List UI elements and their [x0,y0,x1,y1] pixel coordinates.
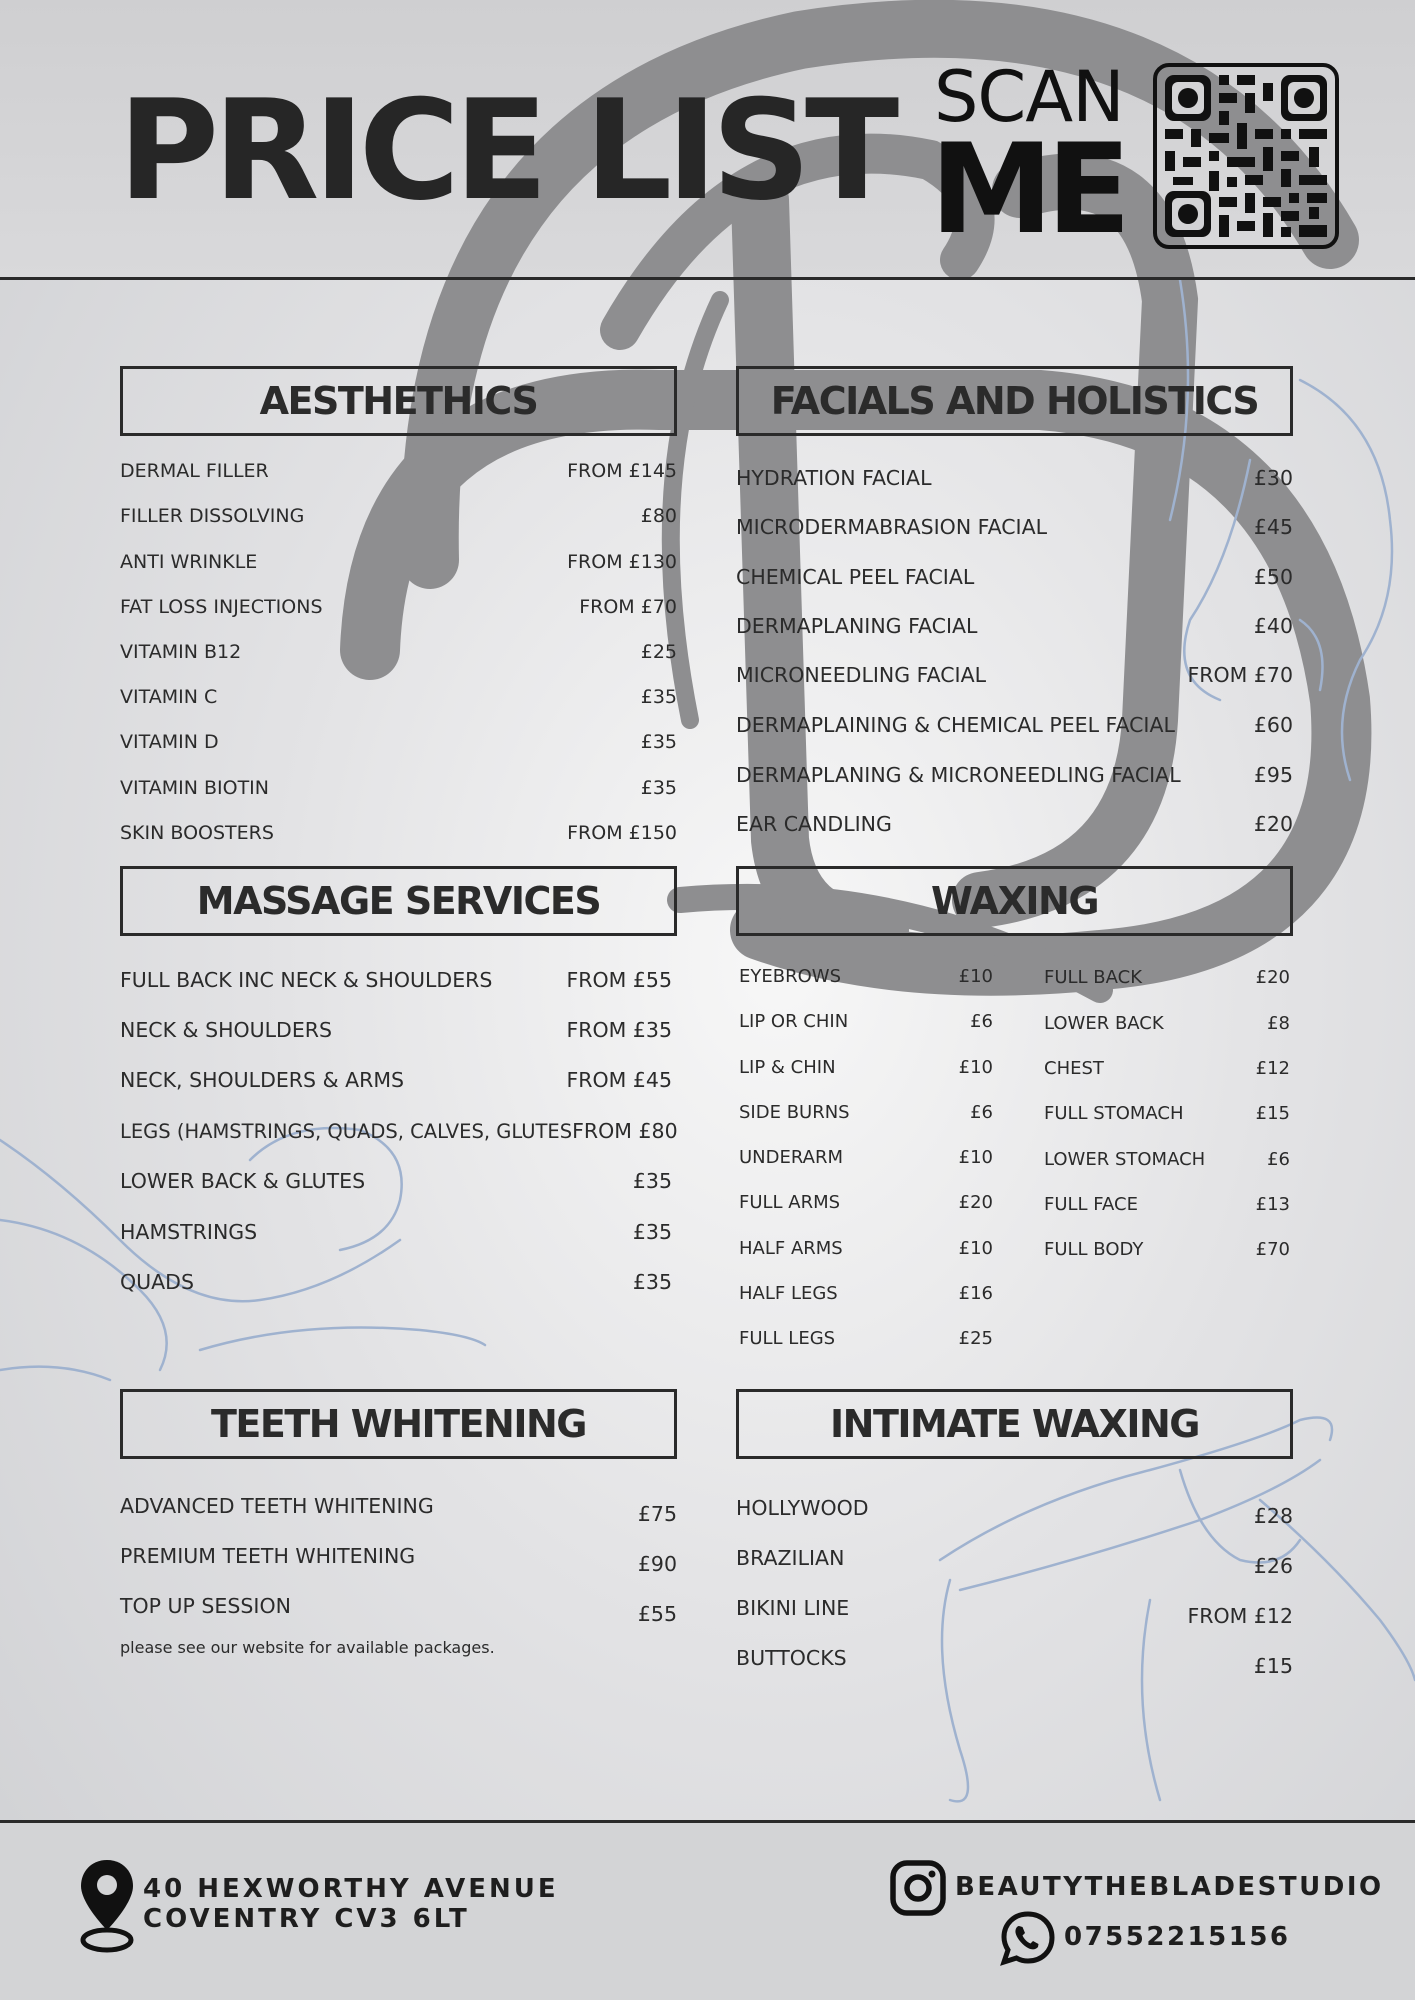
header-divider [0,277,1415,280]
list-item [739,1011,993,1032]
item-name: CHEMICAL PEEL FACIAL [736,565,975,589]
item-price: FROM £80 [572,1119,678,1143]
list-item [120,1169,672,1193]
list-item [120,777,677,799]
item-price: FROM £55 [566,968,672,992]
item-name: HAMSTRINGS [120,1220,258,1244]
section-title-intimate-waxing: INTIMATE WAXING [736,1389,1293,1459]
item-price: FROM £12 [1187,1604,1293,1628]
item-name: FULL LEGS [739,1328,836,1349]
item-name: EAR CANDLING [736,812,892,836]
list-item [736,663,1293,687]
item-name: FULL STOMACH [1044,1103,1184,1124]
item-price: £13 [1255,1194,1290,1215]
item-price: £55 [637,1602,677,1626]
item-price: £6 [970,1102,993,1123]
item-name: FULL FACE [1044,1194,1138,1215]
list-item [120,1119,678,1143]
list-item [1044,1149,1290,1170]
list-item [120,1270,672,1294]
item-name: ANTI WRINKLE [120,551,258,573]
list-item [1044,967,1290,988]
item-name: LIP OR CHIN [739,1011,849,1032]
scan-me-line1: SCAN [934,56,1124,138]
list-item [120,1594,677,1626]
item-name: VITAMIN D [120,731,219,753]
scan-me-line2: ME [930,118,1125,262]
footer-divider [0,1820,1415,1823]
list-item [120,641,677,663]
item-price: £60 [1253,713,1293,737]
item-price: £35 [632,1220,672,1244]
item-name: CHEST [1044,1058,1104,1079]
list-item [120,1494,677,1526]
whatsapp-icon[interactable] [1000,1910,1056,1966]
list-item [120,731,677,753]
item-price: £35 [632,1169,672,1193]
item-price: FROM £145 [567,460,677,482]
item-name: EYEBROWS [739,966,841,987]
list-item [1044,1194,1290,1215]
qr-code-icon[interactable] [1153,63,1339,249]
item-price: £8 [1267,1013,1290,1034]
section-title-massage: MASSAGE SERVICES [120,866,677,936]
item-price: £26 [1253,1554,1293,1578]
item-name: UNDERARM [739,1147,844,1168]
item-name: BUTTOCKS [736,1646,847,1670]
item-price: FROM £70 [1187,663,1293,687]
item-price: £6 [970,1011,993,1032]
item-name: MICRONEEDLING FACIAL [736,663,987,687]
item-name: ADVANCED TEETH WHITENING [120,1494,434,1518]
item-name: DERMAPLANING FACIAL [736,614,978,638]
list-item [739,1057,993,1078]
item-price: £80 [640,505,677,527]
item-name: SIDE BURNS [739,1102,850,1123]
item-price: £25 [640,641,677,663]
list-item [120,1544,677,1576]
item-name: LIP & CHIN [739,1057,836,1078]
item-price: £70 [1255,1239,1290,1260]
item-price: £90 [637,1552,677,1576]
list-item [736,713,1293,737]
item-price: £45 [1253,515,1293,539]
list-item [736,614,1293,638]
item-name: HALF ARMS [739,1238,843,1259]
list-item [739,1147,993,1168]
item-price: £12 [1255,1058,1290,1079]
list-item [736,812,1293,836]
list-item [120,822,677,844]
item-name: FULL BACK INC NECK & SHOULDERS [120,968,493,992]
list-item [120,551,677,573]
item-name: MICRODERMABRASION FACIAL [736,515,1048,539]
item-price: £25 [958,1328,993,1349]
list-item [120,460,677,482]
item-price: £75 [637,1502,677,1526]
list-item [120,1068,672,1092]
item-price: FROM £45 [566,1068,672,1092]
item-name: LOWER STOMACH [1044,1149,1206,1170]
list-item [120,1220,672,1244]
section-title-waxing: WAXING [736,866,1293,936]
item-name: BIKINI LINE [736,1596,850,1620]
list-item [120,1018,672,1042]
item-name: LEGS (HAMSTRINGS, QUADS, CALVES, GLUTES [120,1120,573,1143]
item-name: VITAMIN B12 [120,641,242,663]
list-item [739,1238,993,1259]
item-name: FAT LOSS INJECTIONS [120,596,323,618]
item-price: £95 [1253,763,1293,787]
list-item [739,966,993,987]
item-name: TOP UP SESSION [120,1594,291,1618]
item-name: FULL BACK [1044,967,1143,988]
item-name: DERMAPLANING & MICRONEEDLING FACIAL [736,763,1181,787]
item-price: FROM £150 [567,822,677,844]
address-line1: 40 HEXWORTHY AVENUE [143,1874,559,1904]
page-title: PRICE LIST [118,70,894,231]
item-name: DERMAL FILLER [120,460,269,482]
list-item [736,1496,1293,1528]
list-item [736,1596,1293,1628]
item-name: NECK & SHOULDERS [120,1018,333,1042]
item-price: £35 [640,777,677,799]
list-item [736,565,1293,589]
list-item [739,1283,993,1304]
item-name: LOWER BACK [1044,1013,1164,1034]
list-item [120,596,677,618]
item-price: £16 [958,1283,993,1304]
item-price: FROM £35 [566,1018,672,1042]
list-item [736,515,1293,539]
item-price: £15 [1253,1654,1293,1678]
phone-number[interactable]: 07552215156 [1064,1922,1291,1952]
item-name: HYDRATION FACIAL [736,466,932,490]
list-item [736,466,1293,490]
item-name: VITAMIN C [120,686,218,708]
item-name: FULL BODY [1044,1239,1144,1260]
instagram-icon[interactable] [890,1860,946,1916]
item-price: £20 [1253,812,1293,836]
list-item [739,1102,993,1123]
list-item [739,1192,993,1213]
list-item [120,505,677,527]
item-name: BRAZILIAN [736,1546,845,1570]
item-price: £10 [958,1238,993,1259]
item-name: SKIN BOOSTERS [120,822,274,844]
list-item [120,686,677,708]
item-price: £28 [1253,1504,1293,1528]
item-name: QUADS [120,1270,194,1294]
item-name: FULL ARMS [739,1192,841,1213]
item-name: VITAMIN BIOTIN [120,777,269,799]
item-price: £20 [1255,967,1290,988]
list-item [736,763,1293,787]
item-price: £35 [632,1270,672,1294]
section-title-teeth-whitening: TEETH WHITENING [120,1389,677,1459]
item-price: £50 [1253,565,1293,589]
section-title-aesthetics: AESTHETHICS [120,366,677,436]
packages-note: please see our website for available packages. [120,1638,495,1657]
item-name: HOLLYWOOD [736,1496,869,1520]
list-item [1044,1239,1290,1260]
item-price: £10 [958,966,993,987]
item-name: DERMAPLAINING & CHEMICAL PEEL FACIAL [736,713,1175,737]
item-name: PREMIUM TEETH WHITENING [120,1544,416,1568]
item-price: £30 [1253,466,1293,490]
item-price: £35 [640,731,677,753]
list-item [736,1646,1293,1678]
item-price: FROM £130 [567,551,677,573]
instagram-handle[interactable]: BEAUTYTHEBLADESTUDIO [955,1872,1384,1902]
item-price: £10 [958,1057,993,1078]
item-price: £35 [640,686,677,708]
item-price: £6 [1267,1149,1290,1170]
list-item [739,1328,993,1349]
item-name: NECK, SHOULDERS & ARMS [120,1068,405,1092]
item-price: £20 [958,1192,993,1213]
item-name: LOWER BACK & GLUTES [120,1169,366,1193]
list-item [1044,1103,1290,1124]
item-price: FROM £70 [579,596,677,618]
item-price: £15 [1255,1103,1290,1124]
section-title-facials: FACIALS AND HOLISTICS [736,366,1293,436]
item-price: £10 [958,1147,993,1168]
list-item [120,968,672,992]
item-price: £40 [1253,614,1293,638]
list-item [1044,1058,1290,1079]
item-name: HALF LEGS [739,1283,838,1304]
address-line2: COVENTRY CV3 6LT [143,1904,470,1934]
item-name: FILLER DISSOLVING [120,505,305,527]
location-pin-icon [78,1858,136,1954]
list-item [1044,1013,1290,1034]
list-item [736,1546,1293,1578]
